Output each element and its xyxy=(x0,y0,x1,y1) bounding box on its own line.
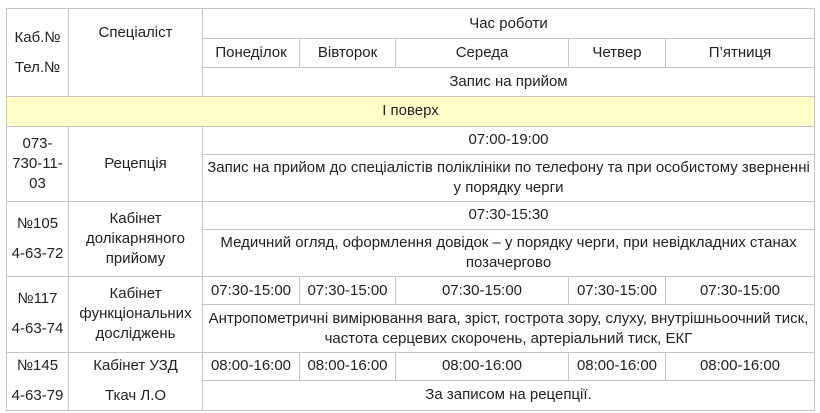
phone-number: 4-63-74 xyxy=(11,320,64,338)
day-wednesday: Середа xyxy=(396,39,569,68)
phone-header-label: Тел.№ xyxy=(14,58,61,76)
specialist-line: долікарняного xyxy=(86,230,185,248)
appointment-header: Запис на прийом xyxy=(203,68,815,97)
hours-friday: 07:30-15:00 xyxy=(666,277,815,305)
specialist-line: Кабінет УЗД xyxy=(93,357,178,375)
note-cell: Антропометричні вимірювання вага, зріст, гострота зору, слуху, внутрішньоочний тиск, частота серцевих скорочень, артеріальний тиск, ЕКГ xyxy=(203,305,815,352)
phone-line: 03 xyxy=(29,174,46,192)
specialist-header: Спеціаліст xyxy=(69,9,203,97)
table-row xyxy=(7,277,815,305)
hours-monday: 08:00-16:00 xyxy=(203,352,300,380)
specialist-line: Кабінет xyxy=(109,210,162,228)
day-monday: Понеділок xyxy=(203,39,300,68)
note-cell: Медичний огляд, оформлення довідок – у порядку черги, при невідкладних станах позачергово xyxy=(203,230,815,277)
hours-cell: 07:00-19:00 xyxy=(203,126,815,154)
specialist-cell xyxy=(69,126,203,201)
room-number: №117 xyxy=(17,290,58,308)
room-header-label: Каб.№ xyxy=(14,28,61,46)
table-row xyxy=(7,126,815,154)
specialist-line: Кабінет xyxy=(109,285,162,303)
specialist-line: Ткач Л.О xyxy=(104,387,167,405)
specialist-line: Рецепція xyxy=(104,154,167,172)
specialist-cell xyxy=(69,352,203,410)
phone-line: 073- xyxy=(22,134,53,152)
header-row xyxy=(7,9,815,39)
room-phone-cell xyxy=(7,277,69,352)
table-row xyxy=(7,352,815,380)
specialist-line: прийому xyxy=(105,250,166,268)
day-friday: П’ятниця xyxy=(666,39,815,68)
room-phone-cell xyxy=(7,201,69,276)
hours-tuesday: 07:30-15:00 xyxy=(300,277,396,305)
note-cell: Запис на прийом до спеціалістів поліклініки по телефону та при особистому зверненні у порядку черги xyxy=(203,154,815,201)
room-phone-cell xyxy=(7,352,69,410)
working-hours-header: Час роботи xyxy=(203,9,815,39)
room-number: №145 xyxy=(16,357,59,375)
specialist-line: функціональних xyxy=(79,305,192,323)
day-thursday: Четвер xyxy=(569,39,666,68)
specialist-line: досліджень xyxy=(95,325,176,343)
phone-number: 4-63-72 xyxy=(11,245,64,263)
floor-label: І поверх xyxy=(7,97,815,126)
hours-thursday: 08:00-16:00 xyxy=(569,352,666,380)
day-tuesday: Вівторок xyxy=(300,39,396,68)
hours-friday: 08:00-16:00 xyxy=(666,352,815,380)
hours-cell: 07:30-15:30 xyxy=(203,201,815,229)
specialist-cell xyxy=(69,277,203,352)
room-number: №105 xyxy=(16,215,59,233)
hours-tuesday: 08:00-16:00 xyxy=(300,352,396,380)
specialist-cell xyxy=(69,201,203,276)
phone-line: 730-11- xyxy=(12,154,63,172)
schedule-table xyxy=(6,8,815,411)
note-cell: За записом на рецепції. xyxy=(203,380,815,410)
room-phone-header xyxy=(7,9,69,97)
hours-monday: 07:30-15:00 xyxy=(203,277,300,305)
floor-row xyxy=(7,97,815,126)
phone-number: 4-63-79 xyxy=(11,387,64,405)
room-phone-cell xyxy=(7,126,69,201)
hours-thursday: 07:30-15:00 xyxy=(569,277,666,305)
hours-wednesday: 07:30-15:00 xyxy=(396,277,569,305)
table-row xyxy=(7,201,815,229)
hours-wednesday: 08:00-16:00 xyxy=(396,352,569,380)
